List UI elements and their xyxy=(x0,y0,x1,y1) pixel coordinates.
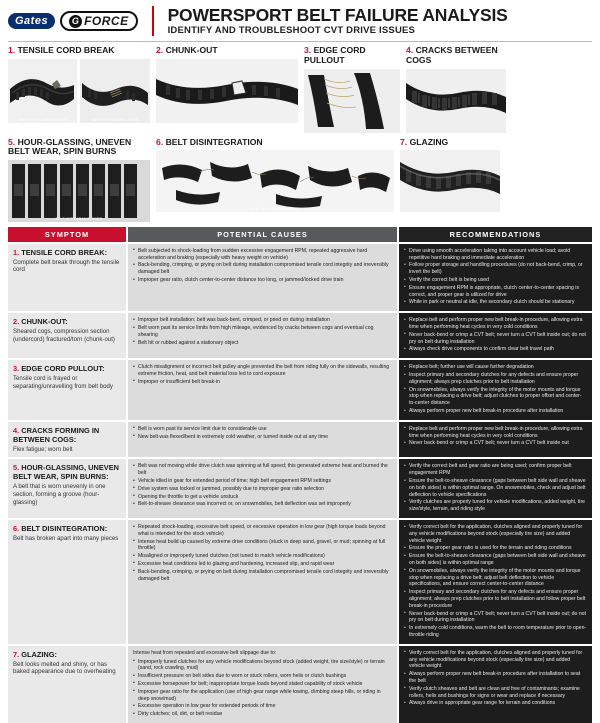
list-item: • Improperly tuned clutches for any vehicle modifications beyond stock (added weight, tire size/style) or terrain (sand, rock crawling, mud) xyxy=(133,659,392,673)
list-item: • Belt subjected to shock-loading from sudden excessive engagement RPM, repeated aggressive hard acceleration and braking (especially with heavy weight on vehicle) xyxy=(133,248,392,262)
column-header-symptom: SYMPTOM xyxy=(8,227,126,242)
causes-cell xyxy=(128,422,397,458)
list-item: • Inspect primary and secondary clutches for any defects and ensure proper alignment; always prep clutches prior to belt installation and follow proper belt break-in procedure xyxy=(404,589,587,609)
recommendations-list xyxy=(404,317,587,353)
recommendations-cell xyxy=(399,646,592,723)
list-item: • Belt-to-sheave clearance was incorrect or, on snowmobiles, belt deflection was set improperly xyxy=(133,501,392,508)
recommendations-cell xyxy=(399,360,592,420)
gallery-number-3: 3. xyxy=(304,45,312,56)
failure-photo-gallery xyxy=(8,41,592,222)
symptom-description: Complete belt break through the tensile cord xyxy=(13,258,120,274)
symptom-name: CHUNK-OUT: xyxy=(21,317,68,327)
title-block xyxy=(168,6,592,36)
gallery-item-4 xyxy=(406,46,506,132)
symptom-description: Flex fatigue; worn belt xyxy=(13,445,73,453)
symptom-number: 4. xyxy=(13,425,20,435)
symptom-cell xyxy=(8,313,126,358)
causes-cell xyxy=(128,459,397,518)
belt-illustration xyxy=(8,59,77,123)
list-item: • Excessive operation in low gear for extended periods of time xyxy=(133,703,392,710)
photo-chunk-out xyxy=(156,59,298,123)
causes-list xyxy=(133,524,392,582)
gallery-caption-4 xyxy=(406,46,506,65)
gallery-caption-1 xyxy=(8,46,150,56)
list-item: • Follow proper storage and handling procedures (do not back-bend, crimp, or invert the belt) xyxy=(404,262,587,276)
list-item: • Opening the throttle to get a vehicle unstuck xyxy=(133,494,392,501)
table-row xyxy=(8,646,592,723)
table-row xyxy=(8,313,592,358)
belt-illustration xyxy=(156,150,394,212)
symptom-cell xyxy=(8,360,126,420)
causes-cell xyxy=(128,244,397,311)
recommendations-cell xyxy=(399,520,592,644)
recommendations-list xyxy=(404,426,587,447)
list-item: • On snowmobiles, always verify the integrity of the motor mounts and torque stop when replacing a drive belt; adjust belt deflection to vehicle specifications, and ensure correct center-to-center distance xyxy=(404,568,587,588)
gallery-number-2: 2. xyxy=(156,45,164,56)
gallery-number-5: 5. xyxy=(8,136,16,147)
causes-list xyxy=(133,426,392,441)
list-item: • Drive using smooth acceleration taking into account vehicle load; avoid repetitive hard braking and immediate acceleration xyxy=(404,248,587,262)
list-item: • Improper or insufficient belt break-in xyxy=(133,379,392,386)
symptom-number: 1. xyxy=(13,247,20,257)
symptom-title xyxy=(13,317,121,326)
list-item: • Improper gear ratio, clutch center-to-center distance too long, or jammed/locked drive train xyxy=(133,277,392,284)
list-item: • Replace belt and perform proper new belt break-in procedure, allowing extra time when performing heat cycles in very cold conditions xyxy=(404,317,587,331)
belt-illustration xyxy=(406,69,506,133)
failure-analysis-table xyxy=(8,227,592,723)
causes-intro: Intense heat from repeated and excessive belt slippage due to: xyxy=(133,649,277,656)
column-header-potential-causes: POTENTIAL CAUSES xyxy=(128,227,397,242)
gallery-number-7: 7. xyxy=(400,136,408,147)
belt-illustration xyxy=(156,59,298,123)
symptom-name: EDGE CORD PULLOUT: xyxy=(21,364,105,374)
gates-logo: Gates xyxy=(8,13,55,29)
symptom-number: 5. xyxy=(13,463,20,473)
list-item: • Replace belt and perform proper new belt break-in procedure, allowing extra time when performing heat cycles in very cold conditions xyxy=(404,426,587,440)
symptom-title xyxy=(13,463,121,481)
page-header xyxy=(8,6,592,41)
list-item: • While in park or neutral at idle, the secondary clutch should be stationary xyxy=(404,299,587,306)
gallery-caption-2 xyxy=(156,46,298,56)
symptom-cell xyxy=(8,422,126,458)
gforce-label: FORCE xyxy=(84,14,129,29)
list-item: • Replace belt; further use will cause further degradation xyxy=(404,364,587,371)
symptom-name: GLAZING: xyxy=(21,649,57,659)
gforce-g-icon: G xyxy=(69,15,82,28)
gallery-item-7 xyxy=(400,138,500,222)
photo-belt-disintegration xyxy=(156,150,394,212)
list-item: • Excessive horsepower for belt; inappropriate torque loads beyond stated capability of stock vehicle xyxy=(133,681,392,688)
list-item: • Misaligned or improperly tuned clutches (not tuned to match vehicle modifications) xyxy=(133,553,392,560)
symptom-title xyxy=(13,426,121,444)
gallery-number-6: 6. xyxy=(156,136,164,147)
gallery-label-7: GLAZING xyxy=(409,136,449,147)
recommendations-cell xyxy=(399,313,592,358)
symptom-cell xyxy=(8,244,126,311)
list-item: • Ensure the proper gear ratio is used for the terrain and riding conditions xyxy=(404,545,587,552)
photo-caption-5: BELT WITH ARAMID CORD xyxy=(55,216,103,221)
gallery-number-1: 1. xyxy=(8,45,16,56)
symptom-title xyxy=(13,248,121,257)
gallery-caption-7 xyxy=(400,138,500,148)
table-row xyxy=(8,244,592,311)
gallery-row-1 xyxy=(8,46,592,132)
recommendations-cell xyxy=(399,244,592,311)
gallery-number-4: 4. xyxy=(406,45,414,56)
list-item: • Repeated shock-loading, excessive belt speed, or excessive operation in low gear (high torque loads beyond what is intended for the stock vehicle) xyxy=(133,524,392,538)
causes-list xyxy=(133,463,392,508)
symptom-name: BELT DISINTEGRATION: xyxy=(21,524,108,533)
symptom-number: 6. xyxy=(13,524,20,533)
photo-cracks-between-cogs xyxy=(406,69,506,133)
list-item: • Insufficient pressure on belt sides due to worn or stuck rollers, worn helix or clutch bushings xyxy=(133,673,392,680)
list-item: • Verify correct belt for the application, clutches aligned and properly tuned for any vehicle modifications beyond stock (especially tire size) and added vehicle weight xyxy=(404,524,587,544)
gallery-caption-3 xyxy=(304,46,400,65)
list-item: • Intense heat build up caused by extreme drive conditions (stuck in deep sand, gravel, or mud; spinning at full throttle) xyxy=(133,539,392,553)
list-item: • New belt was flexed/bent in extremely cold weather, or turned inside out at any time xyxy=(133,434,392,441)
list-item: • Ensure the belt-to-sheave clearance (gaps between belt side wall and sheave on both sides) is within optimal range. On snowmobiles, check and adjust belt deflection to vehicle specifications xyxy=(404,478,587,498)
list-item: • Belt worn past its service limits from high mileage, evidenced by cracks between cogs and eventual cog shearing xyxy=(133,325,392,339)
gallery-item-1 xyxy=(8,46,150,132)
symptom-cell xyxy=(8,459,126,518)
recommendations-list xyxy=(404,524,587,639)
symptom-cell xyxy=(8,520,126,644)
list-item: • Never back-bend or crimp a CVT belt; never turn a CVT belt inside out xyxy=(404,440,587,447)
belt-illustration xyxy=(80,59,150,123)
photo-glazing xyxy=(400,150,500,212)
symptom-name: TENSILE CORD BREAK: xyxy=(21,247,108,257)
symptom-name: HOUR-GLASSING, UNEVEN BELT WEAR, SPIN BURNS: xyxy=(13,463,119,482)
table-row xyxy=(8,459,592,518)
list-item: • Clutch misalignment or incorrect belt pulley angle prevented the belt from riding fully on the sidewalls, resulting extreme friction, heat, and belt material loss led to cord exposure xyxy=(133,364,392,378)
column-header-recommendations: RECOMMENDATIONS xyxy=(399,227,592,242)
list-item: • Excessive heat conditions led to glazing and hardening, increased slip, and rapid wear xyxy=(133,561,392,568)
list-item: • Dirty clutches; oil, dirt, or belt residue xyxy=(133,711,392,718)
list-item: • Verify the correct belt and gear ratio are being used; confirm proper belt engagement RPM xyxy=(404,463,587,477)
causes-cell xyxy=(128,360,397,420)
photo-caption-1a: BELT WITH CARBON CORD xyxy=(18,118,67,122)
recommendations-list xyxy=(404,650,587,707)
list-item: • Belt was not moving while drive clutch was spinning at full speed; this generated extreme heat and burned the belt xyxy=(133,463,392,477)
gallery-label-3: EDGE CORD PULLOUT xyxy=(304,45,366,65)
list-item: • Vehicle idled in gear for extended period of time; high belt engagement RPM settings xyxy=(133,478,392,485)
list-item: • Belt hit or rubbed against a stationary object xyxy=(133,340,392,347)
list-item: • Always drive in appropriate gear range for terrain and conditions xyxy=(404,700,587,707)
symptom-number: 3. xyxy=(13,364,20,374)
gallery-item-5 xyxy=(8,138,150,222)
header-divider xyxy=(152,6,154,36)
recommendations-list xyxy=(404,463,587,513)
table-row xyxy=(8,360,592,420)
causes-list xyxy=(133,317,392,346)
symptom-description: Tensile cord is frayed or separating/unravelling from belt body xyxy=(13,375,113,390)
gallery-row-2 xyxy=(8,138,592,222)
causes-list xyxy=(133,659,392,718)
gallery-label-1: TENSILE CORD BREAK xyxy=(17,45,115,56)
list-item: • Ensure engagement RPM is appropriate, clutch center-to-center spacing is correct, and proper gear is utilized for drive xyxy=(404,285,587,299)
list-item: • Always perform proper new belt break-in procedure after installation to seat the belt xyxy=(404,671,587,685)
list-item: • Always perform proper new belt break-in procedure after installation xyxy=(404,408,587,415)
gforce-logo xyxy=(60,11,138,31)
gallery-photo-pair-1 xyxy=(8,59,150,123)
symptom-description: A belt that is worn unevenly in one section, forming a groove (hour-glassing) xyxy=(13,483,106,506)
symptom-description: Belt has broken apart into many pieces xyxy=(13,535,119,542)
gallery-label-6: BELT DISINTEGRATION xyxy=(165,136,263,147)
gallery-item-2 xyxy=(156,46,298,132)
photo-caption-1b: BELT WITH ARAMID CORD xyxy=(91,118,139,122)
list-item: • Back-bending, crimping, or prying on belt during installation compromised tensile cord integrity and irreversibly damaged belt xyxy=(133,569,392,583)
symptom-description: Belt looks melted and shiny, or has baked appearance due to overheating xyxy=(13,660,116,676)
gallery-caption-6 xyxy=(156,138,394,148)
symptom-title xyxy=(13,524,121,533)
list-item: • Never back-bend or crimp a CVT belt; never turn a CVT belt inside out; do not pry on belt during installation xyxy=(404,611,587,625)
list-item: • Inspect primary and secondary clutches for any defects and ensure proper alignment; always prep clutches prior to belt installation xyxy=(404,372,587,386)
photo-tensile-cord-break-aramid xyxy=(80,59,150,123)
list-item: • Never back-bend or crimp a CVT belt; never turn a CVT belt inside out; do not pry on belt during installation xyxy=(404,332,587,346)
list-item: • In extremely cold conditions, warm the belt to room temperature prior to open-throttle riding xyxy=(404,625,587,639)
recommendations-list xyxy=(404,364,587,415)
gallery-caption-5 xyxy=(8,138,150,157)
photo-tensile-cord-break-carbon xyxy=(8,59,77,123)
table-header-row xyxy=(8,227,592,242)
photo-edge-cord-pullout xyxy=(304,69,400,133)
page-subtitle: IDENTIFY AND TROUBLESHOOT CVT DRIVE ISSUES xyxy=(167,25,416,37)
recommendations-cell xyxy=(399,459,592,518)
list-item: • Ensure the belt-to-sheave clearance (gaps between belt side wall and sheave on both sides) is within optimal range xyxy=(404,553,587,567)
list-item: • On snowmobiles, always verify the integrity of the motor mounts and torque stop when replacing a drive belt; adjust clutches to proper offset and center-to-center distance xyxy=(404,387,587,407)
symptom-cell xyxy=(8,646,126,723)
brand-lockup xyxy=(8,11,138,31)
page-title: POWERSPORT BELT FAILURE ANALYSIS xyxy=(167,5,508,25)
list-item: • Verify the correct belt is being used xyxy=(404,277,587,284)
gallery-label-5: HOUR-GLASSING, UNEVEN BELT WEAR, SPIN BURNS xyxy=(8,136,132,157)
causes-cell xyxy=(128,520,397,644)
list-item: • Improper gear ratio for the application (use of high gear range while towing, climbing steep hills, or riding in deep snow/mud) xyxy=(133,689,392,703)
list-item: • Drive system was locked or jammed, possibly due to improper gear ratio selection xyxy=(133,486,392,493)
symptom-name: CRACKS FORMING IN BETWEEN COGS: xyxy=(13,425,100,444)
causes-list xyxy=(133,364,392,385)
symptom-title xyxy=(13,364,121,373)
recommendations-list xyxy=(404,248,587,306)
table-row xyxy=(8,520,592,644)
causes-cell xyxy=(128,646,397,723)
list-item: • Always check drive components to confirm clear belt travel path xyxy=(404,346,587,353)
belt-illustration xyxy=(8,160,150,222)
photo-caption-6: BELT WITH CARBON CORD xyxy=(250,207,300,212)
belt-illustration xyxy=(400,150,500,212)
gallery-label-4: CRACKS BETWEEN COGS xyxy=(406,45,498,65)
belt-illustration xyxy=(304,69,400,133)
list-item: • Belt is worn past its service limit due to considerable use xyxy=(133,426,392,433)
list-item: • Verify correct belt for the application, clutches aligned and properly tuned for any vehicle modifications beyond stock (especially tire size) and added vehicle weight xyxy=(404,650,587,670)
gallery-item-3 xyxy=(304,46,400,132)
symptom-number: 2. xyxy=(13,317,20,327)
photo-hour-glassing xyxy=(8,160,150,222)
list-item: • Verify clutch sheaves and belt are clean and free of contaminants; examine rollers, helix and bushings for signs or wear and replace if necessary xyxy=(404,686,587,700)
recommendations-cell xyxy=(399,422,592,458)
symptom-title xyxy=(13,650,121,659)
causes-list xyxy=(133,248,392,284)
gallery-label-2: CHUNK-OUT xyxy=(165,45,218,56)
list-item: • Back-bending, crimping, or prying on belt during installation compromised tensile cord integrity and irreversibly damaged belt xyxy=(133,262,392,276)
list-item: • Improper belt installation; belt was back-bent, crimped, or pried on during installation xyxy=(133,317,392,324)
causes-cell xyxy=(128,313,397,358)
symptom-description: Sheared cogs, compression section (undercord) fractured/torn (chunk-out) xyxy=(13,328,115,343)
list-item: • Verify clutches are properly tuned for vehicle modifications, added weight, tire size/style, terrain, and riding style xyxy=(404,499,587,513)
gallery-item-6 xyxy=(156,138,394,222)
symptom-number: 7. xyxy=(13,649,20,659)
table-row xyxy=(8,422,592,458)
